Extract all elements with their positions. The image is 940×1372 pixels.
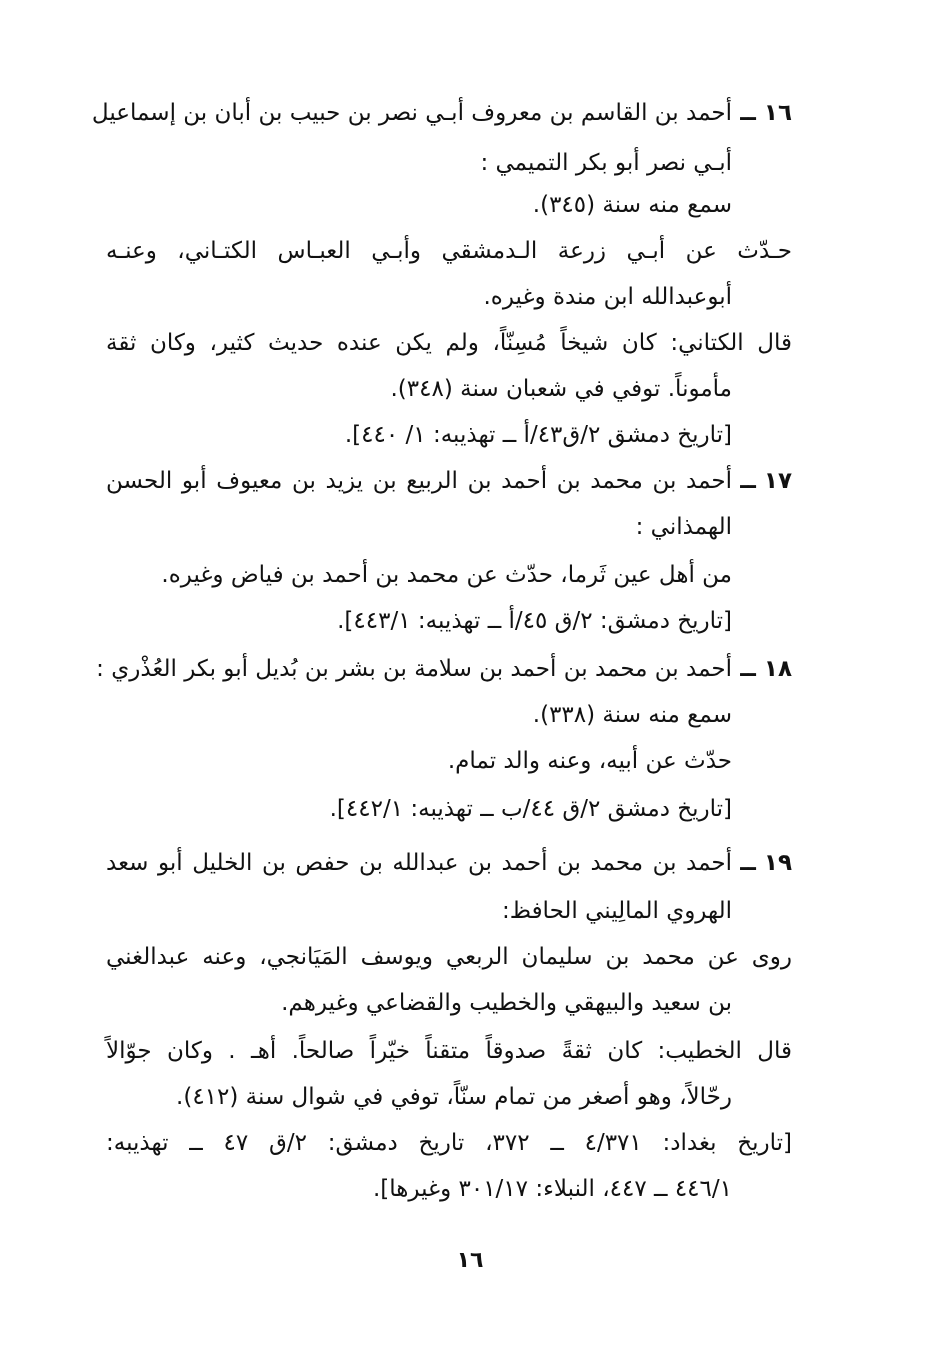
entry-line: بن سعيد والبيهقي والخطيب والقضاعي وغيرهم. bbox=[281, 990, 732, 1016]
entry-line: قال الخطيب: كان ثقةً صدوقاً متقناً خيّراً صالحاً. أهـ . وكان جوّالاً bbox=[106, 1038, 792, 1064]
entry-number: ١٧ ــ bbox=[740, 468, 792, 494]
entry-number: ١٩ ــ bbox=[740, 850, 792, 876]
entry-line: سمع منه سنة (٣٤٥). bbox=[532, 192, 732, 218]
entry-line: أبوعبدالله ابن مندة وغيره. bbox=[483, 284, 732, 310]
entry-citation: [تاريخ دمشق ٢/ق ٤٤/ب ــ تهذيبه: ٤٤٢/١]. bbox=[329, 796, 732, 822]
entry-line: أبـي نصر أبو بكر التميمي : bbox=[480, 150, 732, 176]
entry-line: قال الكتاني: كان شيخاً مُسِنّاً، ولم يكن عنده حديث كثير، وكان ثقة bbox=[106, 330, 792, 356]
entry-line: من أهل عين ثَرما، حدّث عن محمد بن أحمد بن فياض وغيره. bbox=[161, 562, 732, 588]
entry-line: رحّالاً، وهو أصغر من تمام سنّاً، توفي في شوال سنة (٤١٢). bbox=[176, 1084, 732, 1110]
page-number: ١٦ bbox=[456, 1248, 484, 1273]
entry-citation: ٤٤٦/١ ــ ٤٤٧، النبلاء: ٣٠١/١٧ وغيرها]. bbox=[373, 1176, 732, 1202]
entry-number: ١٨ ــ bbox=[740, 656, 792, 682]
entry-line: روى عن محمد بن سليمان الربعي ويوسف المَيَانجي، وعنه عبدالغني bbox=[106, 944, 792, 970]
entry-heading-line: أحمد بن محمد بن أحمد بن عبدالله بن حفص بن الخليل أبو سعد bbox=[106, 850, 732, 876]
entry-line: حـدّث عن أبـي زرعة الـدمشقي وأبـي العبـاس الكتـاني، وعنـه bbox=[106, 238, 792, 264]
entry-heading-line: أحمد بن محمد بن أحمد بن سلامة بن بشر بن بُديل أبو بكر العُذْري : bbox=[96, 656, 732, 682]
entry-number: ١٦ ــ bbox=[740, 100, 792, 126]
entry-line: مأموناً. توفي في شعبان سنة (٣٤٨). bbox=[390, 376, 732, 402]
entry-citation: [تاريخ دمشق ٢/ق٤٣/أ ــ تهذيبه: ١/ ٤٤٠]. bbox=[344, 422, 732, 448]
entry-citation: [تاريخ دمشق: ٢/ق ٤٥/أ ــ تهذيبه: ٤٤٣/١]. bbox=[337, 608, 732, 634]
entry-line: الهمذاني : bbox=[635, 514, 732, 540]
entry-line: سمع منه سنة (٣٣٨). bbox=[532, 702, 732, 728]
entry-line: حدّث عن أبيه، وعنه والد تمام. bbox=[447, 748, 732, 774]
entry-heading-line: أحمد بن القاسم بن معروف أبـي نصر بن حبيب بن أبان بن إسماعيل bbox=[91, 100, 732, 126]
entry-line: الهروي المالِيني الحافظ: bbox=[501, 898, 732, 924]
entry-citation: [تاريخ بغداد: ٤/٣٧١ ــ ٣٧٢، تاريخ دمشق: ٢/ق ٤٧ ــ تهذيبه: bbox=[106, 1130, 792, 1156]
entry-heading-line: أحمد بن محمد بن أحمد بن الربيع بن يزيد بن معيوف أبو الحسن bbox=[106, 468, 732, 494]
